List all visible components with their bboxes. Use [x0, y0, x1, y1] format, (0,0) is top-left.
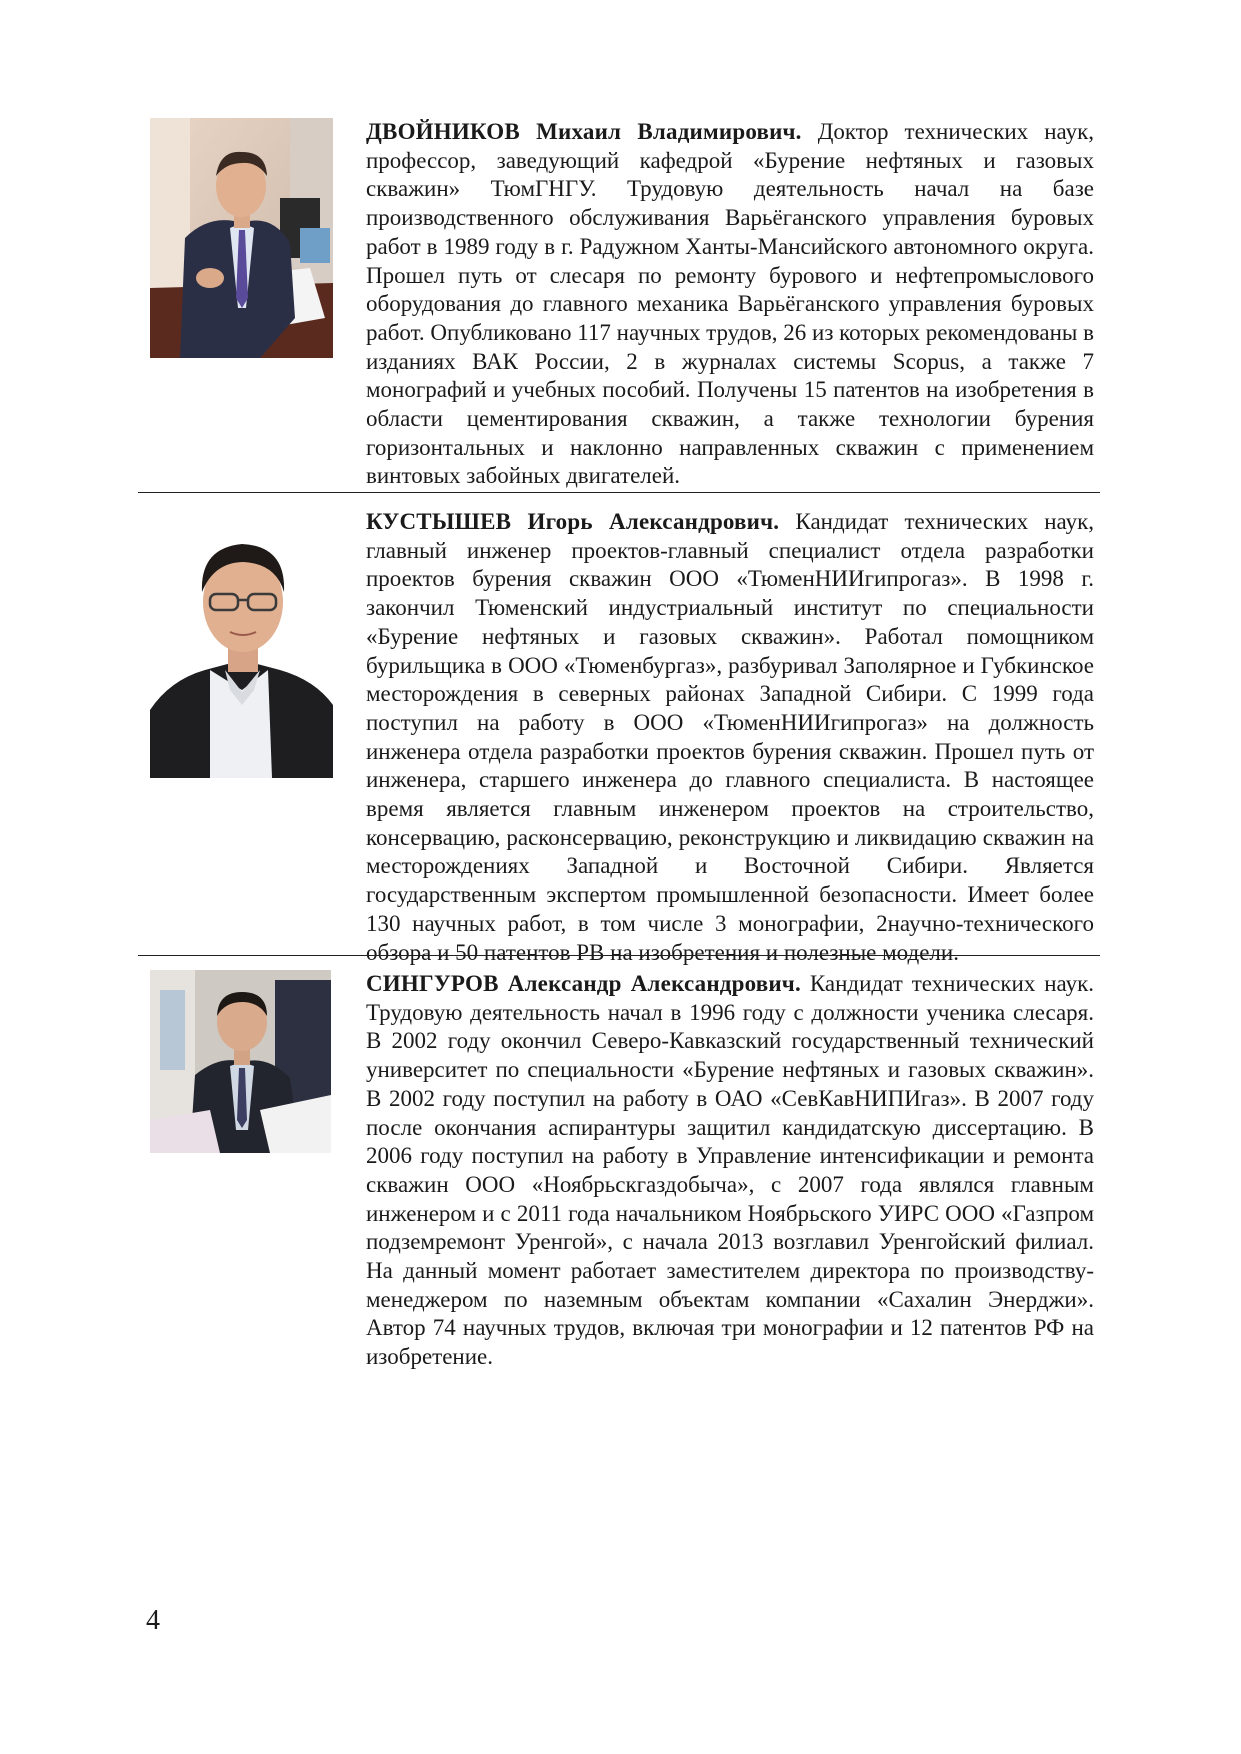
author-bio-text: Доктор технических наук, профессор, заведующий кафедрой «Бурение нефтяных и газовых скважин» ТюмГНГУ. Трудовую деятельность начал на базе производственного обслуживания Варьёганского управления буровых работ в 1989 году в г. Радужном Ханты-Мансийского автономного округа. Прошел путь от слесаря по ремонту бурового и нефтепромыслового оборудования до главного механика Варьёганского управления буровых работ. Опубликовано 117 научных трудов, 26 из которых рекомендованы в изданиях ВАК России, 2 в журналах системы Scopus, а также 7 монографий и учебных пособий. Получены 15 патентов на изобретения в области цементирования скважин, а также технологии бурения горизонтальных и наклонно направленных скважин с применением винтовых забойных двигателей.: [366, 119, 1094, 489]
author-photo: [150, 970, 331, 1153]
author-name: КУСТЫШЕВ Игорь Александрович.: [366, 509, 780, 534]
author-entry-singurov: [138, 970, 1100, 1370]
author-bio-text: Кандидат технических наук, главный инженер проектов-главный специалист отдела разработки проектов бурения скважин ООО «ТюменНИИгипрогаз». В 1998 г. закончил Тюменский индустриальный институт по специальности «Бурение нефтяных и газовых скважин». Работал помощником бурильщика в ООО «Тюменбургаз», разбуривал Заполярное и Губкинское месторождения в северных районах Западной Сибири. С 1999 года поступил на работу в ООО «ТюменНИИгипрогаз» на должность инженера отдела разработки проектов бурения скважин. Прошел путь от инженера, старшего инженера до главного специалиста. В настоящее время является главным инженером проектов на строительство, консервацию, расконсервацию, реконструкцию и ликвидацию скважин на месторождениях Западной и Восточной Сибири. Является государственным экспертом промышленной безопасности. Имеет более 130 научных работ, в том числе 3 монографии, 2научно-технического обзора и 50 патентов РВ на изобретения и полезные модели.: [366, 509, 1095, 965]
author-bio: [366, 118, 1094, 491]
author-name: СИНГУРОВ Александр Александрович.: [366, 971, 801, 996]
divider: [138, 955, 1100, 956]
page-number: 4: [146, 1605, 160, 1636]
author-photo: [150, 520, 333, 778]
author-name: ДВОЙНИКОВ Михаил Владимирович.: [366, 119, 802, 144]
author-entry-kustyshev: [138, 508, 1100, 965]
author-bio: [366, 508, 1094, 967]
author-bio-text: Кандидат технических наук. Трудовую деятельность начал в 1996 году с должности ученика слесаря. В 2002 году окончил Северо-Кавказский государственный технический университет по специальности «Бурение нефтяных и газовых скважин». В 2002 году поступил на работу в ОАО «СевКавНИПИгаз». В 2007 году после окончания аспирантуры защитил кандидатскую диссертацию. В 2006 году поступил на работу в Управление интенсификации и ремонта скважин ООО «Ноябрьскгаздобыча», с 2007 года являлся главным инженером и с 2011 года начальником Ноябрьского УИРС ООО «Газпром подземремонт Уренгой», с начала 2013 возглавил Уренгойский филиал. На данный момент работает заместителем директора по производству-менеджером по наземным объектам компании «Сахалин Энерджи». Автор 74 научных трудов, включая три монографии и 12 патентов РФ на изобретение.: [366, 971, 1095, 1370]
author-entry-dvoynikov: [138, 118, 1100, 488]
divider: [138, 492, 1100, 493]
author-bio: [366, 970, 1094, 1372]
author-photo: [150, 118, 333, 358]
